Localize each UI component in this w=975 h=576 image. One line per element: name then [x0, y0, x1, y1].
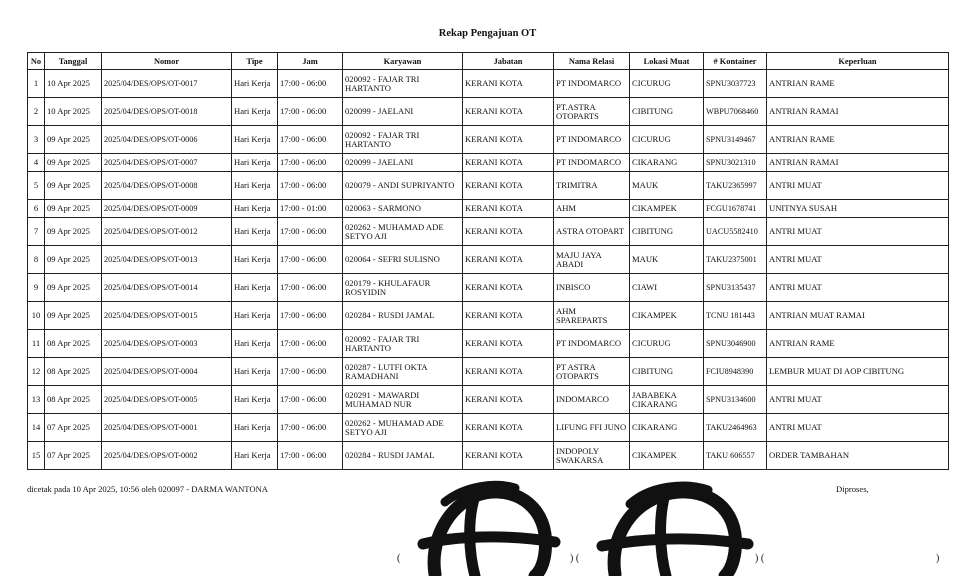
- cell-tipe: Hari Kerja: [232, 442, 278, 470]
- cell-kontainer: WBPU7068460: [704, 98, 767, 126]
- cell-karyawan: 020063 - SARMONO: [343, 200, 463, 218]
- cell-tanggal: 09 Apr 2025: [45, 246, 102, 274]
- cell-jabatan: KERANI KOTA: [463, 330, 554, 358]
- cell-kontainer: SPNU3149467: [704, 126, 767, 154]
- cell-tanggal: 07 Apr 2025: [45, 442, 102, 470]
- report-title: Rekap Pengajuan OT: [438, 28, 537, 39]
- cell-keperluan: ORDER TAMBAHAN: [767, 442, 949, 470]
- cell-nama-relasi: INBISCO: [554, 274, 630, 302]
- cell-jabatan: KERANI KOTA: [463, 200, 554, 218]
- cell-keperluan: ANTRIAN RAMAI: [767, 154, 949, 172]
- ot-table: [27, 52, 949, 470]
- cell-jabatan: KERANI KOTA: [463, 172, 554, 200]
- cell-jam: 17:00 - 06:00: [278, 126, 343, 154]
- cell-tipe: Hari Kerja: [232, 274, 278, 302]
- cell-keperluan: LEMBUR MUAT DI AOP CIBITUNG: [767, 358, 949, 386]
- cell-jam: 17:00 - 06:00: [278, 442, 343, 470]
- cell-no: 1: [28, 70, 45, 98]
- cell-tanggal: 08 Apr 2025: [45, 330, 102, 358]
- cell-karyawan: 020179 - KHULAFAUR ROSYIDIN: [343, 274, 463, 302]
- cell-jam: 17:00 - 06:00: [278, 274, 343, 302]
- cell-kontainer: SPNU3134600: [704, 386, 767, 414]
- cell-lokasi-muat: CIAWI: [630, 274, 704, 302]
- cell-jabatan: KERANI KOTA: [463, 218, 554, 246]
- cell-tipe: Hari Kerja: [232, 218, 278, 246]
- column-header-jabatan: Jabatan: [463, 53, 554, 70]
- cell-karyawan: 020099 - JAELANI: [343, 154, 463, 172]
- table-row: [28, 246, 949, 274]
- cell-tipe: Hari Kerja: [232, 154, 278, 172]
- cell-no: 12: [28, 358, 45, 386]
- cell-jabatan: KERANI KOTA: [463, 98, 554, 126]
- signature-paren-close: ): [936, 553, 940, 564]
- cell-nama-relasi: TRIMITRA: [554, 172, 630, 200]
- cell-nomor: 2025/04/DES/OPS/OT-0009: [102, 200, 232, 218]
- cell-lokasi-muat: CIKARANG: [630, 414, 704, 442]
- cell-lokasi-muat: CICURUG: [630, 70, 704, 98]
- cell-nomor: 2025/04/DES/OPS/OT-0012: [102, 218, 232, 246]
- cell-tanggal: 09 Apr 2025: [45, 154, 102, 172]
- cell-lokasi-muat: CICURUG: [630, 330, 704, 358]
- column-header-nomor: Nomor: [102, 53, 232, 70]
- cell-tipe: Hari Kerja: [232, 200, 278, 218]
- cell-tanggal: 09 Apr 2025: [45, 126, 102, 154]
- cell-kontainer: TAKU 606557: [704, 442, 767, 470]
- cell-jabatan: KERANI KOTA: [463, 154, 554, 172]
- cell-tanggal: 08 Apr 2025: [45, 386, 102, 414]
- cell-lokasi-muat: CICURUG: [630, 126, 704, 154]
- cell-jabatan: KERANI KOTA: [463, 302, 554, 330]
- cell-keperluan: UNITNYA SUSAH: [767, 200, 949, 218]
- cell-karyawan: 020262 - MUHAMAD ADE SETYO AJI: [343, 218, 463, 246]
- cell-nama-relasi: PT.ASTRA OTOPARTS: [554, 98, 630, 126]
- cell-tanggal: 10 Apr 2025: [45, 70, 102, 98]
- cell-jabatan: KERANI KOTA: [463, 442, 554, 470]
- cell-no: 2: [28, 98, 45, 126]
- cell-jam: 17:00 - 06:00: [278, 358, 343, 386]
- cell-karyawan: 020092 - FAJAR TRI HARTANTO: [343, 126, 463, 154]
- cell-nama-relasi: MAJU JAYA ABADI: [554, 246, 630, 274]
- table-row: [28, 200, 949, 218]
- cell-karyawan: 020092 - FAJAR TRI HARTANTO: [343, 330, 463, 358]
- signature-paren-mid-1: ) (: [570, 553, 580, 564]
- column-header-nama-relasi: Nama Relasi: [554, 53, 630, 70]
- cell-tanggal: 09 Apr 2025: [45, 218, 102, 246]
- cell-keperluan: ANTRIAN RAME: [767, 70, 949, 98]
- cell-jam: 17:00 - 06:00: [278, 98, 343, 126]
- cell-lokasi-muat: CIKARANG: [630, 154, 704, 172]
- cell-lokasi-muat: CIBITUNG: [630, 98, 704, 126]
- cell-kontainer: TAKU2375001: [704, 246, 767, 274]
- signature-scribble-right: [590, 474, 755, 576]
- cell-karyawan: 020099 - JAELANI: [343, 98, 463, 126]
- cell-tipe: Hari Kerja: [232, 246, 278, 274]
- cell-no: 15: [28, 442, 45, 470]
- cell-tipe: Hari Kerja: [232, 70, 278, 98]
- cell-no: 4: [28, 154, 45, 172]
- cell-karyawan: 020287 - LUTFI OKTA RAMADHANI: [343, 358, 463, 386]
- cell-nomor: 2025/04/DES/OPS/OT-0017: [102, 70, 232, 98]
- table-row: [28, 330, 949, 358]
- cell-nomor: 2025/04/DES/OPS/OT-0002: [102, 442, 232, 470]
- cell-lokasi-muat: MAUK: [630, 172, 704, 200]
- cell-lokasi-muat: CIKAMPEK: [630, 442, 704, 470]
- table-row: [28, 98, 949, 126]
- cell-no: 6: [28, 200, 45, 218]
- cell-nomor: 2025/04/DES/OPS/OT-0006: [102, 126, 232, 154]
- cell-jam: 17:00 - 06:00: [278, 218, 343, 246]
- cell-karyawan: 020262 - MUHAMAD ADE SETYO AJI: [343, 414, 463, 442]
- cell-jam: 17:00 - 01:00: [278, 200, 343, 218]
- column-header-jam: Jam: [278, 53, 343, 70]
- cell-jam: 17:00 - 06:00: [278, 154, 343, 172]
- cell-no: 9: [28, 274, 45, 302]
- table-row: [28, 126, 949, 154]
- cell-jam: 17:00 - 06:00: [278, 330, 343, 358]
- cell-nama-relasi: PT ASTRA OTOPARTS: [554, 358, 630, 386]
- cell-nomor: 2025/04/DES/OPS/OT-0004: [102, 358, 232, 386]
- column-header-tipe: Tipe: [232, 53, 278, 70]
- signature-paren-open-1: (: [397, 553, 401, 564]
- column-header-karyawan: Karyawan: [343, 53, 463, 70]
- table-row: [28, 302, 949, 330]
- cell-nomor: 2025/04/DES/OPS/OT-0005: [102, 386, 232, 414]
- cell-keperluan: ANTRI MUAT: [767, 414, 949, 442]
- signature-paren-mid-2: ) (: [755, 553, 765, 564]
- cell-jam: 17:00 - 06:00: [278, 386, 343, 414]
- cell-karyawan: 020079 - ANDI SUPRIYANTO: [343, 172, 463, 200]
- cell-keperluan: ANTRI MUAT: [767, 274, 949, 302]
- table-row: [28, 172, 949, 200]
- cell-nama-relasi: INDOPOLY SWAKARSA: [554, 442, 630, 470]
- processed-label: Diproses,: [836, 484, 869, 494]
- cell-tanggal: 09 Apr 2025: [45, 302, 102, 330]
- cell-lokasi-muat: CIKAMPEK: [630, 302, 704, 330]
- cell-no: 11: [28, 330, 45, 358]
- cell-lokasi-muat: CIKAMPEK: [630, 200, 704, 218]
- cell-karyawan: 020092 - FAJAR TRI HARTANTO: [343, 70, 463, 98]
- table-row: [28, 274, 949, 302]
- cell-nomor: 2025/04/DES/OPS/OT-0013: [102, 246, 232, 274]
- cell-kontainer: SPNU3037723: [704, 70, 767, 98]
- cell-tanggal: 10 Apr 2025: [45, 98, 102, 126]
- cell-nomor: 2025/04/DES/OPS/OT-0008: [102, 172, 232, 200]
- cell-jabatan: KERANI KOTA: [463, 70, 554, 98]
- cell-nama-relasi: INDOMARCO: [554, 386, 630, 414]
- cell-lokasi-muat: MAUK: [630, 246, 704, 274]
- cell-kontainer: UACU5582410: [704, 218, 767, 246]
- cell-no: 7: [28, 218, 45, 246]
- cell-nama-relasi: LIFUNG FFI JUNO: [554, 414, 630, 442]
- cell-keperluan: ANTRI MUAT: [767, 218, 949, 246]
- cell-jam: 17:00 - 06:00: [278, 246, 343, 274]
- cell-jam: 17:00 - 06:00: [278, 172, 343, 200]
- cell-kontainer: SPNU3046900: [704, 330, 767, 358]
- signature-scribble-left: [405, 474, 565, 576]
- cell-tanggal: 09 Apr 2025: [45, 172, 102, 200]
- cell-no: 10: [28, 302, 45, 330]
- table-row: [28, 154, 949, 172]
- cell-nama-relasi: PT INDOMARCO: [554, 70, 630, 98]
- cell-tanggal: 09 Apr 2025: [45, 200, 102, 218]
- cell-keperluan: ANTRI MUAT: [767, 246, 949, 274]
- cell-nama-relasi: ASTRA OTOPART: [554, 218, 630, 246]
- column-header-no: No: [28, 53, 45, 70]
- cell-no: 13: [28, 386, 45, 414]
- cell-no: 5: [28, 172, 45, 200]
- cell-nama-relasi: PT INDOMARCO: [554, 126, 630, 154]
- cell-jabatan: KERANI KOTA: [463, 246, 554, 274]
- cell-karyawan: 020284 - RUSDI JAMAL: [343, 302, 463, 330]
- cell-tanggal: 07 Apr 2025: [45, 414, 102, 442]
- table-row: [28, 442, 949, 470]
- cell-tipe: Hari Kerja: [232, 172, 278, 200]
- table-header-row: [28, 53, 949, 70]
- table-row: [28, 414, 949, 442]
- cell-no: 8: [28, 246, 45, 274]
- cell-jabatan: KERANI KOTA: [463, 386, 554, 414]
- cell-keperluan: ANTRIAN MUAT RAMAI: [767, 302, 949, 330]
- cell-jam: 17:00 - 06:00: [278, 414, 343, 442]
- cell-tipe: Hari Kerja: [232, 386, 278, 414]
- cell-lokasi-muat: CIBITUNG: [630, 358, 704, 386]
- column-header-kontainer: # Kontainer: [704, 53, 767, 70]
- cell-nama-relasi: PT INDOMARCO: [554, 330, 630, 358]
- cell-karyawan: 020064 - SEFRI SULISNO: [343, 246, 463, 274]
- cell-nama-relasi: AHM SPAREPARTS: [554, 302, 630, 330]
- cell-jabatan: KERANI KOTA: [463, 126, 554, 154]
- cell-kontainer: SPNU3135437: [704, 274, 767, 302]
- cell-keperluan: ANTRIAN RAME: [767, 126, 949, 154]
- table-row: [28, 218, 949, 246]
- cell-kontainer: SPNU3021310: [704, 154, 767, 172]
- cell-jabatan: KERANI KOTA: [463, 274, 554, 302]
- cell-nama-relasi: AHM: [554, 200, 630, 218]
- cell-jam: 17:00 - 06:00: [278, 70, 343, 98]
- column-header-keperluan: Keperluan: [767, 53, 949, 70]
- cell-tipe: Hari Kerja: [232, 358, 278, 386]
- table-row: [28, 386, 949, 414]
- cell-lokasi-muat: JABABEKA CIKARANG: [630, 386, 704, 414]
- cell-lokasi-muat: CIBITUNG: [630, 218, 704, 246]
- cell-tipe: Hari Kerja: [232, 330, 278, 358]
- cell-keperluan: ANTRI MUAT: [767, 386, 949, 414]
- printed-by-note: dicetak pada 10 Apr 2025, 10:56 oleh 020097 - DARMA WANTONA: [27, 484, 268, 494]
- cell-karyawan: 020291 - MAWARDI MUHAMAD NUR: [343, 386, 463, 414]
- table-body: [28, 70, 949, 470]
- cell-no: 3: [28, 126, 45, 154]
- cell-no: 14: [28, 414, 45, 442]
- cell-tipe: Hari Kerja: [232, 414, 278, 442]
- cell-tipe: Hari Kerja: [232, 126, 278, 154]
- cell-nama-relasi: PT INDOMARCO: [554, 154, 630, 172]
- cell-kontainer: FCIU8948390: [704, 358, 767, 386]
- cell-jabatan: KERANI KOTA: [463, 358, 554, 386]
- cell-jam: 17:00 - 06:00: [278, 302, 343, 330]
- cell-nomor: 2025/04/DES/OPS/OT-0001: [102, 414, 232, 442]
- cell-tanggal: 09 Apr 2025: [45, 274, 102, 302]
- cell-nomor: 2025/04/DES/OPS/OT-0014: [102, 274, 232, 302]
- cell-kontainer: FCGU1678741: [704, 200, 767, 218]
- cell-nomor: 2025/04/DES/OPS/OT-0015: [102, 302, 232, 330]
- cell-kontainer: TAKU2464963: [704, 414, 767, 442]
- cell-nomor: 2025/04/DES/OPS/OT-0007: [102, 154, 232, 172]
- cell-nomor: 2025/04/DES/OPS/OT-0018: [102, 98, 232, 126]
- table-row: [28, 70, 949, 98]
- column-header-tanggal: Tanggal: [45, 53, 102, 70]
- cell-tipe: Hari Kerja: [232, 302, 278, 330]
- cell-tipe: Hari Kerja: [232, 98, 278, 126]
- column-header-lokasi-muat: Lokasi Muat: [630, 53, 704, 70]
- table-row: [28, 358, 949, 386]
- cell-karyawan: 020284 - RUSDI JAMAL: [343, 442, 463, 470]
- cell-keperluan: ANTRIAN RAME: [767, 330, 949, 358]
- cell-keperluan: ANTRIAN RAMAI: [767, 98, 949, 126]
- cell-nomor: 2025/04/DES/OPS/OT-0003: [102, 330, 232, 358]
- cell-keperluan: ANTRI MUAT: [767, 172, 949, 200]
- cell-kontainer: TCNU 181443: [704, 302, 767, 330]
- cell-tanggal: 08 Apr 2025: [45, 358, 102, 386]
- cell-jabatan: KERANI KOTA: [463, 414, 554, 442]
- cell-kontainer: TAKU2365997: [704, 172, 767, 200]
